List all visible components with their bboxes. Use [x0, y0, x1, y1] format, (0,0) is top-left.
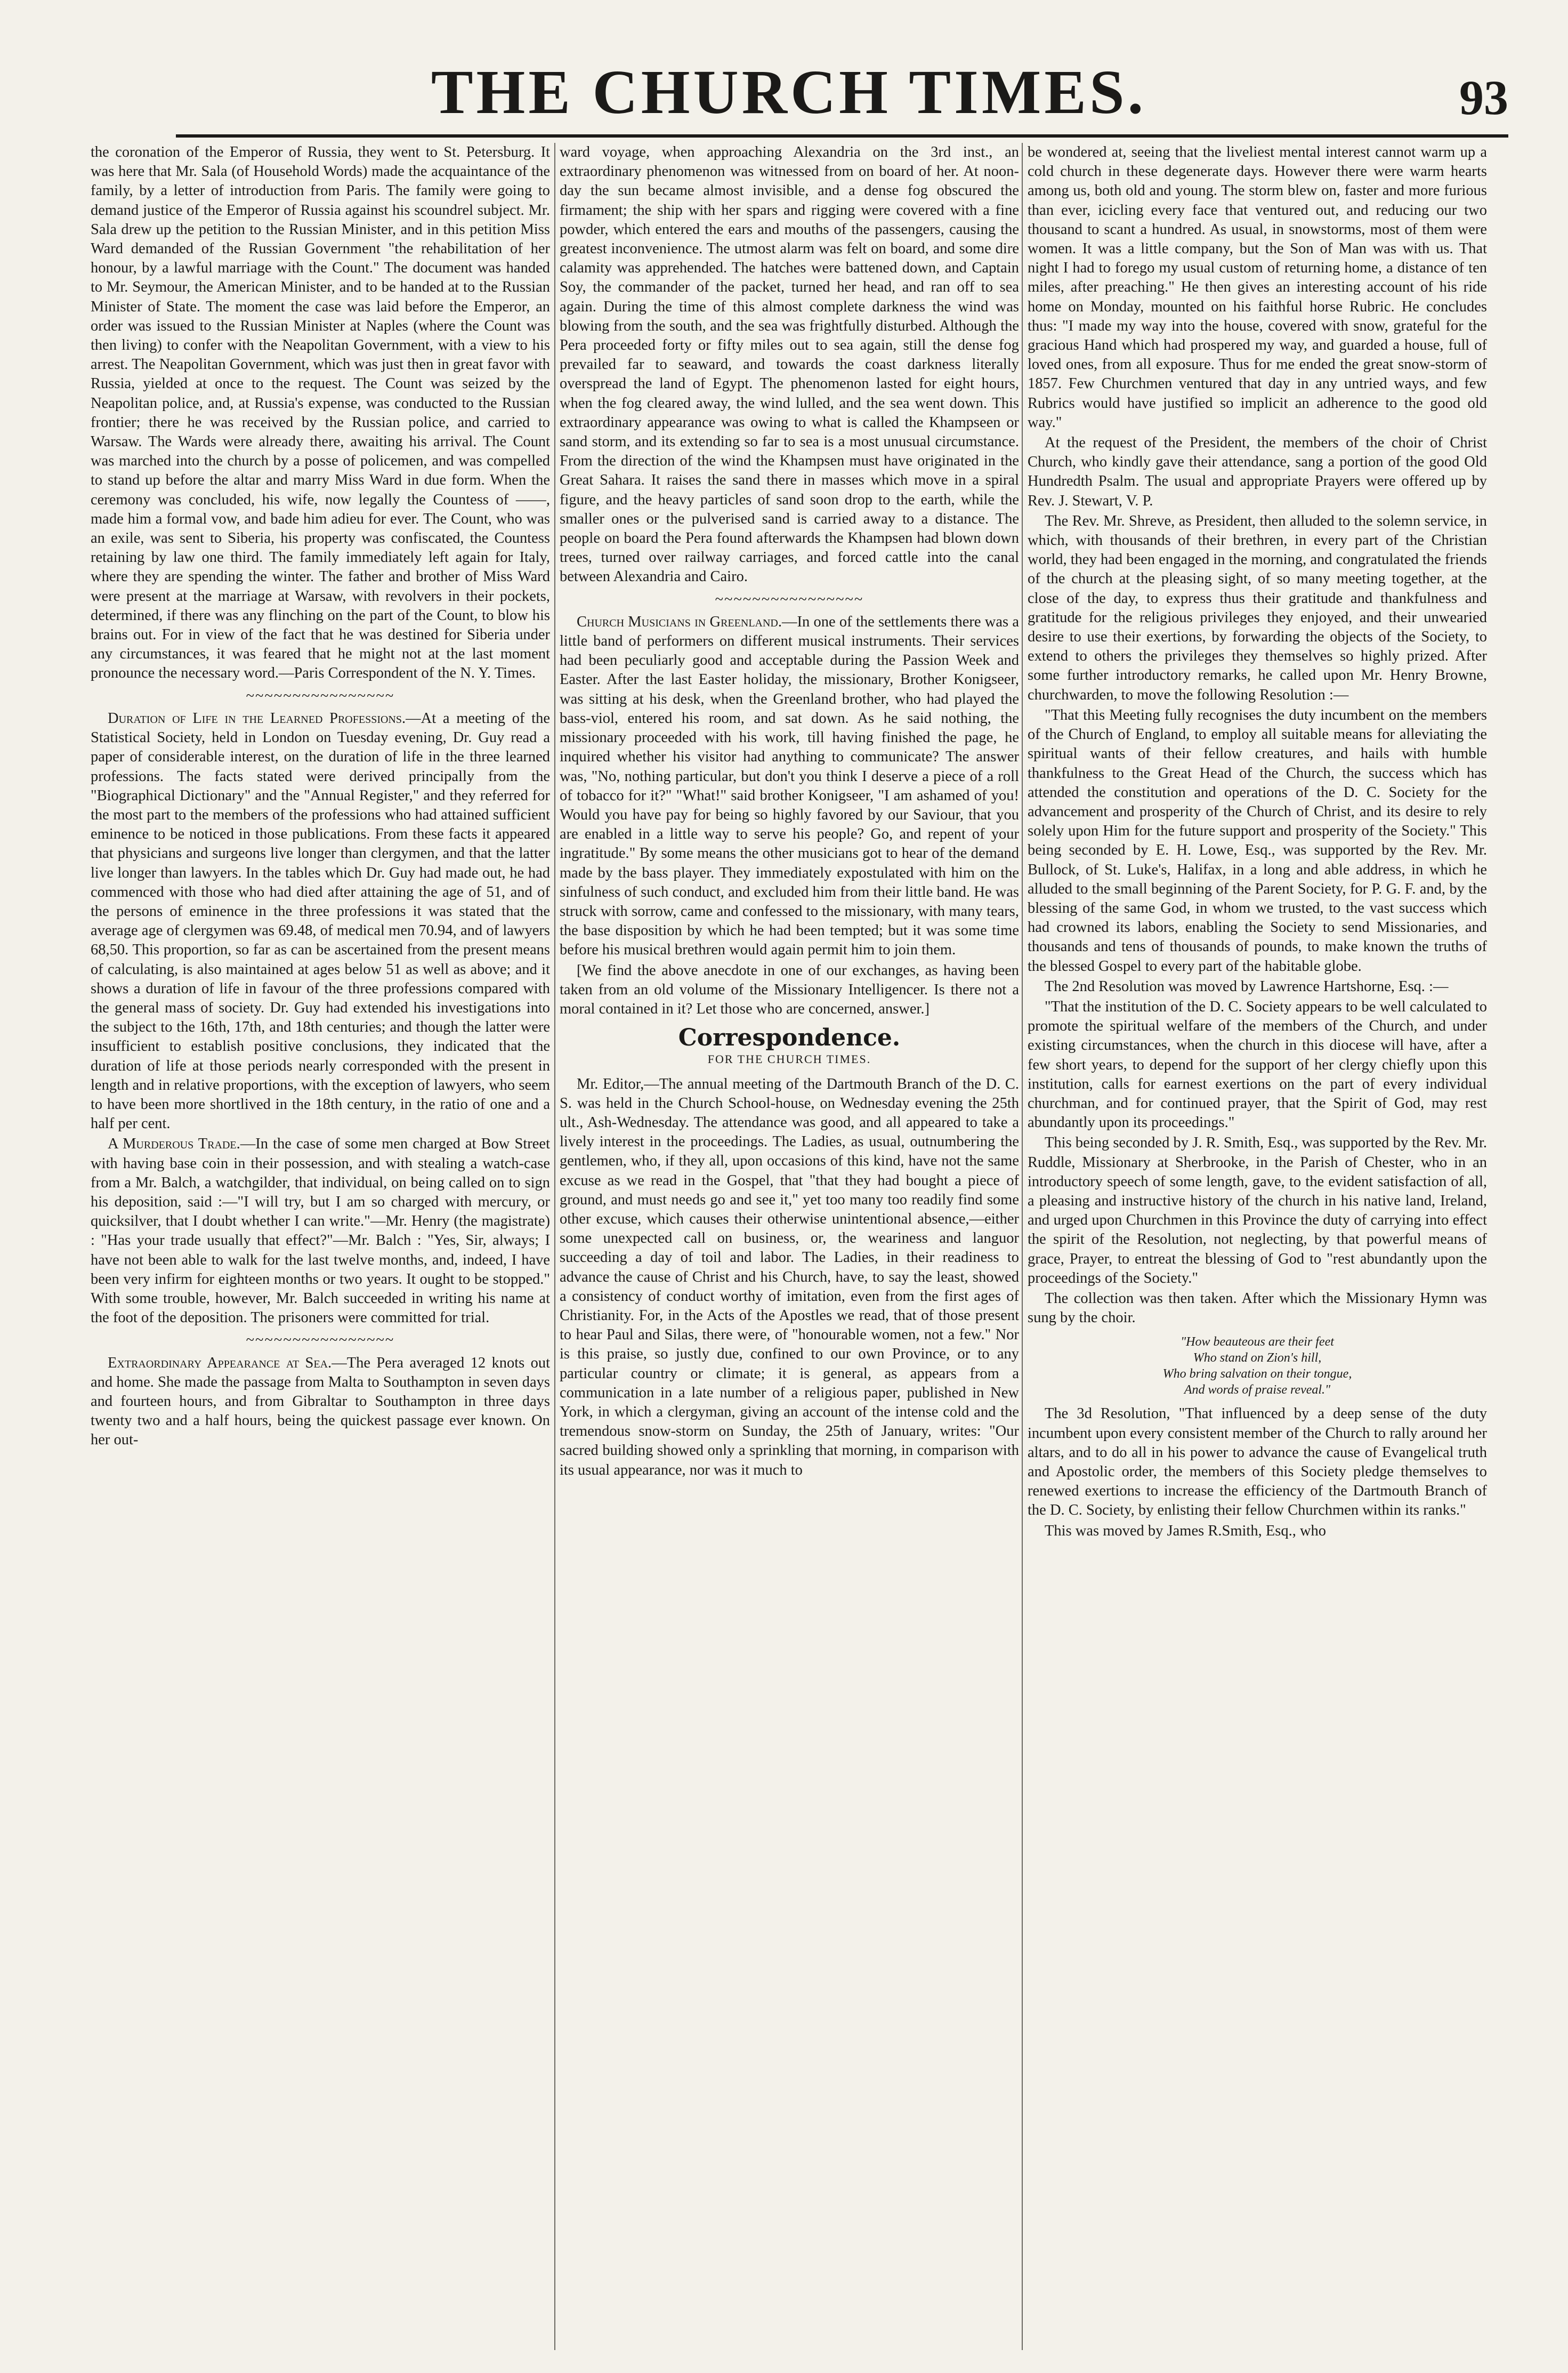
article-headline: Extraordinary Appearance at Sea.: [108, 1354, 332, 1371]
article-separator: ~~~~~~~~~~~~~~~~: [246, 1332, 395, 1349]
article-paragraph: Mr. Editor,—The annual meeting of the Dartmouth Branch of the D. C. S. was held in the Church School-house, on Wednesday evening the 25th ult., Ash-Wednesday. The attendance was good, and all appeared to take a lively interest in the proceedings. The Ladies, as usual, outnumbering the gentlemen, who, if they all, upon occasions of this kind, have not the same excuse as we read in the Gospel, that "that they had bought a piece of ground, and must needs go and see it," yet too many too readily find some other excuse, which causes their otherwise unintentional absence,—either some unexpected call on business, or, the weariness and languor succeeding a day of toil and labor. The Ladies, in their readiness to advance the cause of Christ and his Church, have, to say the least, showed a consistency of conduct worthy of imitation, even from the first ages of Christianity. For, in the Acts of the Apostles we read, that of those present to hear Paul and Silas, there were, of "honourable women, not a few." Nor is this praise, so justly due, confined to our own Province, or to any particular country or climate; it is general, as appears from a communication in a late number of a religious paper, published in New York, in which a clergyman, giving an account of the intense cold and the tremendous snow-storm on Sunday, the 25th of January, writes: "Our sacred building showed only a sprinkling that morning, in comparison with its usual appearance, nor was it much to: [560, 1075, 1019, 1478]
column-3: [1028, 143, 1487, 2350]
hymn-verse: [1028, 1334, 1487, 1398]
article-paragraph: This was moved by James R.Smith, Esq., who: [1045, 1522, 1327, 1539]
hymn-line: Who stand on Zion's hill,: [1193, 1351, 1322, 1365]
article-paragraph: This being seconded by J. R. Smith, Esq., was supported by the Rev. Mr. Ruddle, Missionary at Sherbrooke, in the Parish of Chester, who in an introductory speech of some length, gave, to the evident satisfaction of all, a pleasing and instructive history of the church in his native land, Ireland, and urged upon Churchmen in this Province the duty of carrying into effect the spirit of the Resolution, not neglecting, by that powerful means of grace, Prayer, to entreat the blessing of God to "rest abundantly upon the proceedings of the Society.": [1028, 1135, 1487, 1286]
article-paragraph: the coronation of the Emperor of Russia, they went to St. Petersburg. It was here that Mr. Sala (of Household Words) made the acquaintance of the family, by a letter of introduction from Paris. The family were going to demand justice of the Emperor of Russia against his scoundrel subject. Mr. Sala drew up the petition to the Russian Minister, and in this petition Miss Ward demanded of the Russian Government "the rehabilitation of her honour, by a lawful marriage with the Count." The document was handed to Mr. Seymour, the American Minister, and to be handed at to the Russian Minister of State. The moment the case was laid before the Emperor, an order was issued to the Russian Minister at Naples (where the Count was then living) to confer with the Neapolitan Government, with a view to his arrest. The Neapolitan Government, which was just then in great favor with Russia, yielded at once to the request. The Count was seized by the Neapolitan police, and, at Russia's expense, was conducted to the Russian frontier; there he was received by the Russian police, and carried to Warsaw. The Wards were already there, awaiting his arrival. The Count was marched into the church by a posse of policemen, and was compelled to stand up before the altar and marry Miss Ward in due form. When the ceremony was concluded, his wife, now legally the Countess of ——, made him a formal vow, and bade him adieu for ever. The Count, who was an exile, was sent to Siberia, his property was confiscated, the Countess retaining by law one third. The family immediately left again for Italy, where they are spending the winter. The father and brother of Miss Ward were present at the marriage at Warsaw, with revolvers in their pockets, determined, if there was any flinching on the part of the Count, to blow his brains out. For in view of the fact that he was destined for Siberia under any circumstances, it was feared that he might not at the last moment pronounce the necessary word.—Paris Correspondent of the N. Y. Times.: [91, 144, 550, 682]
article-paragraph: [91, 709, 550, 1133]
column-2: [560, 143, 1019, 2350]
hymn-line: And words of praise reveal.": [1184, 1383, 1331, 1397]
column-1: [91, 143, 550, 2350]
article-separator: ~~~~~~~~~~~~~~~~: [715, 591, 864, 608]
article-body: —At a meeting of the Statistical Society, held in London on Tuesday evening, Dr. Guy read a paper of considerable interest, on the duration of life in the three learned professions. The facts stated were derived principally from the "Biographical Dictionary" and the "Annual Register," and they referred for the most part to the members of the professions who had attained sufficient eminence to be noticed in those publications. From these facts it appeared that physicians and surgeons live longer than clergymen, and that the latter live longer than lawyers. In the tables which Dr. Guy had made out, he had commenced with those who had died after attaining the age of 51, and of the persons of eminence in the three professions it was stated that the average age of clergymen was 69.48, of medical men 70.94, and of lawyers 68,50. This proportion, so far as can be ascertained from the present means of calculating, is also maintained at ages below 51 as well as above; and it shows a duration of life in favour of the three professions compared with the general mass of society. Dr. Guy had extended his investigations into the subject to the 16th, 17th, and 18th centuries; and though the latter were insufficient to establish positive conclusions, they indicated that the duration of life at those periods nearly corresponded with the present in length and in relative proportions, with the exception of lawyers, who seem to have been more shortlived in the 18th century, in the ratio of one and a half per cent.: [91, 710, 550, 1132]
hymn-line: "How beauteous are their feet: [1181, 1335, 1334, 1349]
newspaper-title: THE CHURCH TIMES.: [431, 57, 1147, 127]
article-paragraph: "That the institution of the D. C. Society appears to be well calculated to promote the spiritual welfare of the members of the Church, and under existing circumstances, when the church in this diocese will have, after a few short years, to depend for the support of her clergy chiefly upon this institution, calls for earnest exertions on the part of every individual churchman, and for continued prayer, that the Spirit of God, may rest abundantly upon its proceedings.": [1028, 998, 1487, 1131]
article-body: —The Pera averaged 12 knots out and home. She made the passage from Malta to Southampton in seven days and fourteen hours, and from Gibraltar to Southampton in three days twenty two and a half hours, being the quickest passage ever known. On her out-: [91, 1354, 550, 1449]
article-paragraph: [91, 1135, 550, 1328]
hymn-line: Who bring salvation on their tongue,: [1162, 1367, 1352, 1381]
masthead: [69, 37, 1508, 136]
article-paragraph: [We find the above anecdote in one of our exchanges, as having been taken from an old volume of the Missionary Intelligencer. Is there not a moral contained in it? Let those who are concerned, answer.]: [560, 962, 1019, 1017]
article-body: —In one of the settlements there was a little band of performers on different musical instruments. Their services had been peculiarly good and acceptable during the Passion Week and Easter. After the last Easter holiday, the missionary, Brother Konigseer, was sitting at his desk, when the Greenland brother, who had played the bass-viol, entered his room, and sat down. As he said nothing, the missionary proceeded with his work, till having finished the page, he inquired whether his visitor had anything to communicate? The answer was, "No, nothing particular, but don't you think I deserve a piece of a roll of tobacco for it?" "What!" said brother Konigseer, "I am ashamed of you! Would you have pay for being so highly favored by our Saviour, that you are enabled in a little way to serve his people? Go, and repent of your ingratitude." By some means the other musicians got to hear of the demand made by the bass player. They immediately expostulated with him on the sinfulness of such conduct, and excluded him from their little band. He was struck with sorrow, came and confessed to the missionary, with many tears, the base disposition by which he had been tempted; but it was some time before his musical brethren would again permit him to join them.: [560, 613, 1019, 959]
column-divider: [554, 143, 555, 2350]
article-headline: Duration of Life in the Learned Professions.: [108, 710, 406, 727]
article-paragraph: At the request of the President, the members of the choir of Christ Church, who kindly gave their attendance, sang a portion of the good Old Hundredth Psalm. The usual and appropriate Prayers were offered up by Rev. J. Stewart, V. P.: [1028, 435, 1487, 509]
column-divider: [1022, 143, 1023, 2350]
article-paragraph: The Rev. Mr. Shreve, as President, then alluded to the solemn service, in which, with thousands of their brethren, in every part of the Christian world, they had been engaged in the morning, and congratulated the friends of the church at the pleasing sight, of so many meeting together, at the close of the day, to express thus their gratitude and thankfulness and gratitude for the religious privileges they enjoyed, and their unwearied desire to use their exertions, by forwarding the objects of the Society, to extend to others the privileges they themselves so highly prized. After some further introductory remarks, he called upon Mr. Henry Browne, churchwarden, to move the following Resolution :—: [1028, 512, 1487, 703]
article-headline: A Murderous Trade.: [108, 1136, 240, 1153]
article-separator: ~~~~~~~~~~~~~~~~: [246, 687, 395, 704]
section-heading: Correspondence.: [678, 1024, 901, 1052]
masthead-rule: [176, 134, 1508, 138]
article-paragraph: The 3d Resolution, "That influenced by a deep sense of the duty incumbent upon every consistent member of the Church to rally around her altars, and to do all in his power to advance the cause of Evangelical truth and Apostolic order, the members of this Society pledge themselves to renewed exertions to increase the efficiency of the Dartmouth Branch of the D. C. Society, by enlisting their fellow Churchmen within its ranks.": [1028, 1405, 1487, 1519]
article-paragraph: [560, 613, 1019, 960]
page-number: 93: [1459, 70, 1508, 125]
section-subheading: FOR THE CHURCH TIMES.: [707, 1052, 871, 1066]
article-body: —In the case of some men charged at Bow Street with having base coin in their possession, and with stealing a watch-case from a Mr. Balch, a watchgilder, that individual, on being called on to sign his deposition, said :—"I will try, but I am so charged with mercury, or quicksilver, that I doubt whether I can write."—Mr. Henry (the magistrate) : "Has your trade usually that effect?"—Mr. Balch : "Yes, Sir, always; I have not been able to walk for the last twelve months, and, indeed, I have been very infirm for eighteen months or two years. It ought to be stopped." With some trouble, however, Mr. Balch succeeded in writing his name at the foot of the deposition. The prisoners were committed for trial.: [91, 1136, 550, 1326]
article-paragraph: ward voyage, when approaching Alexandria on the 3rd inst., an extraordinary phenomenon was witnessed from on board of her. At noon-day the sun became almost invisible, and a dense fog obscured the firmament; the ship with her spars and rigging were covered with a fine powder, which entered the ears and mouths of the passengers, causing the greatest inconvenience. The utmost alarm was felt on board, and some dire calamity was apprehended. The hatches were battened down, and Captain Soy, the commander of the packet, turned her head, and ran off to sea again. During the time of this almost complete darkness the wind was blowing from the south, and the sea was frightfully disturbed. Although the Pera proceeded forty or fifty miles out to sea again, still the dense fog prevailed far to seaward, and towards the coast darkness literally overspread the land of Egypt. The phenomenon lasted for eight hours, when the fog cleared away, the wind lulled, and the sea went down. This extraordinary appearance was owing to what is called the Khampseen or sand storm, and its extending so far to sea is a most unusual circumstance. From the direction of the wind the Khampsen must have originated in the Great Sahara. It raises the sand there in masses which move in a spiral figure, and the heavy particles of sand soon drop to the earth, while the smaller ones or the pulverised sand is carried away to a distance. The people on board the Pera found afterwards the Khampsen had blown down trees, turned over railway carriages, and forced cattle into the canal between Alexandria and Cairo.: [560, 144, 1019, 585]
article-paragraph: The collection was then taken. After which the Missionary Hymn was sung by the choir.: [1028, 1290, 1487, 1326]
article-paragraph: [91, 1354, 550, 1450]
article-paragraph: be wondered at, seeing that the liveliest mental interest cannot warm up a cold church in these degenerate days. However there were warm hearts among us, both old and young. The storm blew on, faster and more furious than ever, icicling every face that ventured out, and reducing our two thousand to scant a hundred. As usual, in snowstorms, most of them were women. It was a little company, but the Son of Man was with us. That night I had to forego my usual custom of returning home, a distance of ten miles, after preaching." He then gives an interesting account of his ride home on Monday, mounted on his faithful horse Rubric. He concludes thus: "I made my way into the house, covered with snow, grateful for the gracious Hand which had prospered my way, and guarded a house, full of loved ones, from all exposure. Thus for me ended the great snow-storm of 1857. Few Churchmen ventured that day in any untried ways, and few Rubrics would have justified so implicit an adherence to the good old way.": [1028, 144, 1487, 431]
article-paragraph: "That this Meeting fully recognises the duty incumbent on the members of the Church of England, to employ all suitable means for alleviating the spiritual wants of their fellow creatures, and hails with humble thankfulness to the Great Head of the Church, the success which has attended the constitution and operations of the D. C. Society for the advancement and prosperity of the Church of Christ, and its desire to rely solely upon Him for the future support and prosperity of the Society." This being seconded by E. H. Lowe, Esq., was supported by the Rev. Mr. Bullock, of St. Luke's, Halifax, in a long and able address, in which he alluded to the small beginning of the Parent Society, for P. G. F. and, by the blessing of the same God, in whom we trusted, to the vast success which had crowned its labors, enabling the Society to send Missionaries, and thousands and tens of thousands of pounds, to make known the truths of the blessed Gospel to every part of the habitable globe.: [1028, 706, 1487, 975]
article-headline: Church Musicians in Greenland.: [577, 613, 782, 630]
article-paragraph: The 2nd Resolution was moved by Lawrence Hartshorne, Esq. :—: [1045, 978, 1449, 995]
